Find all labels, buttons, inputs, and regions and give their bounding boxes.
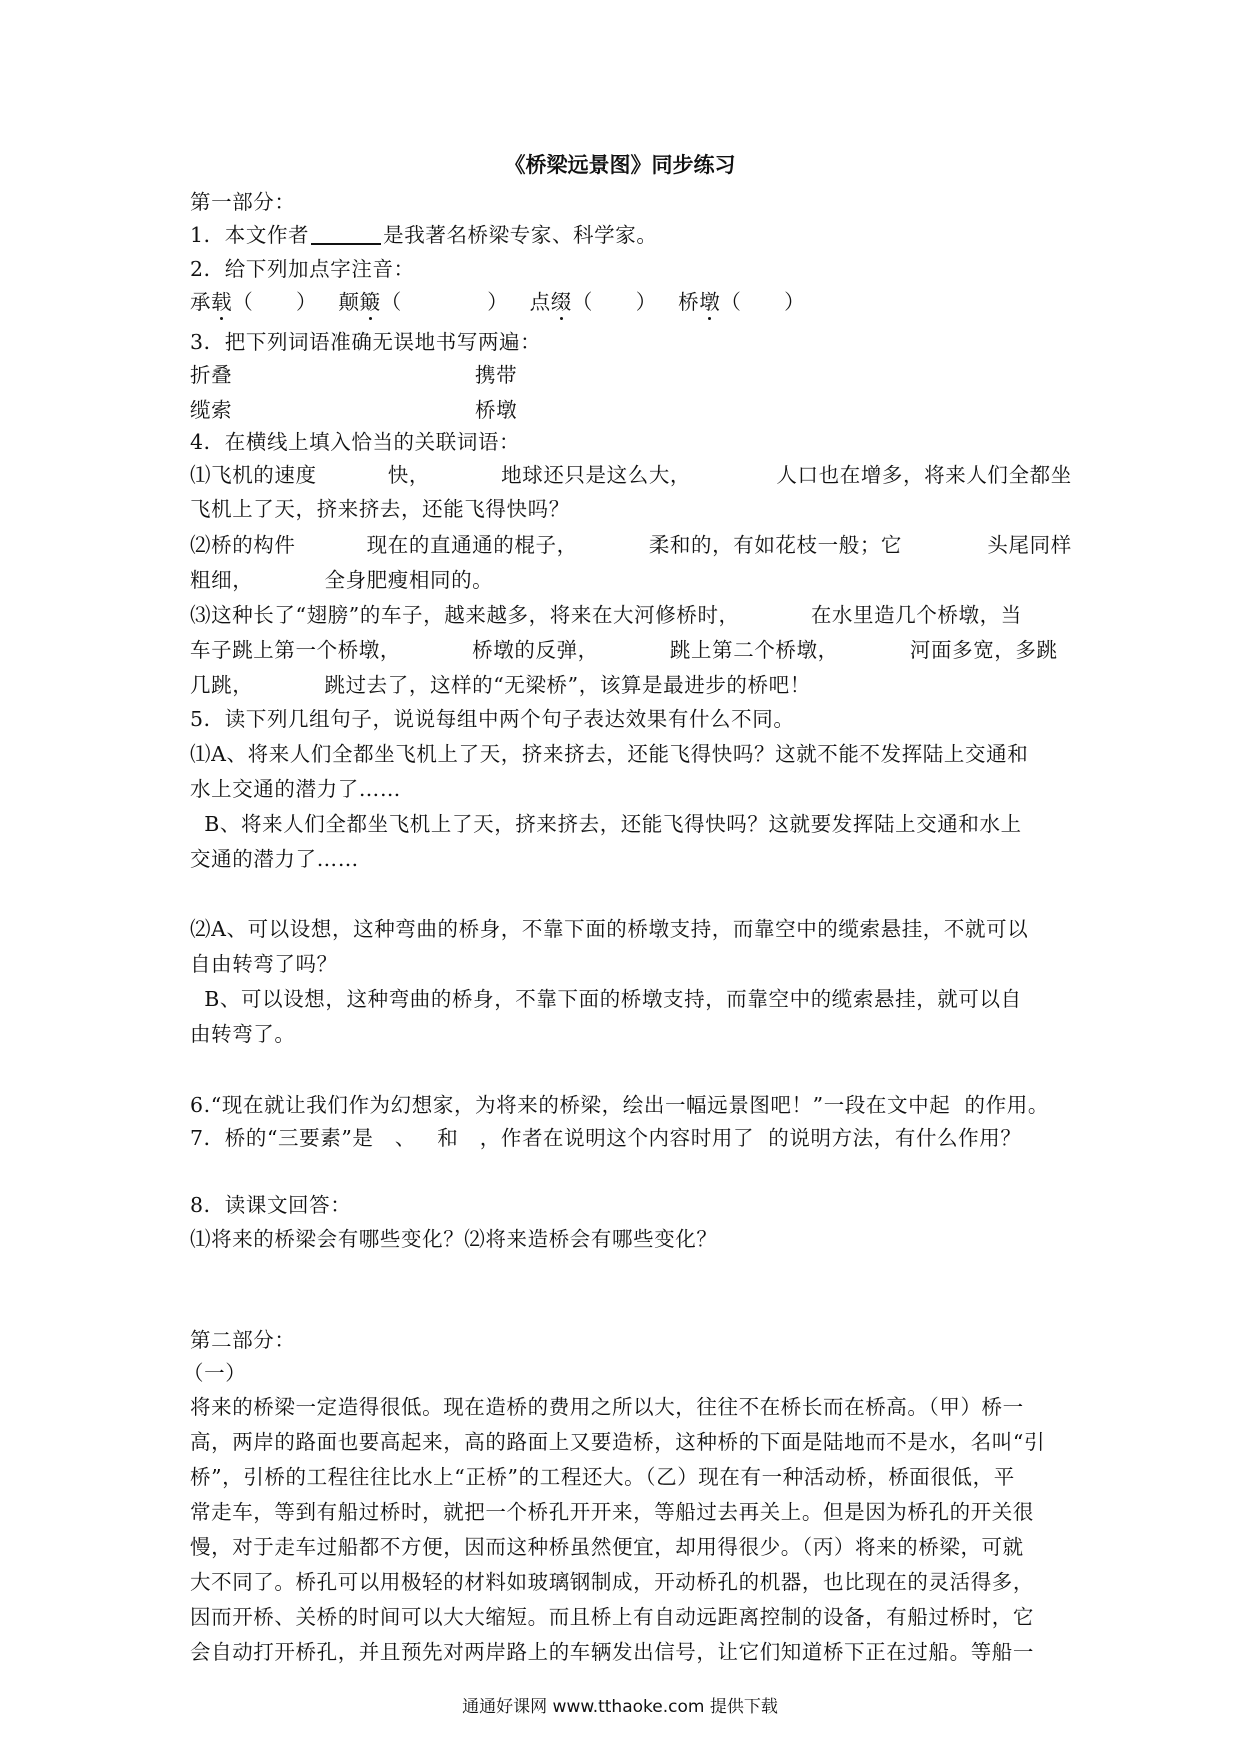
- q4-line: 几跳， 跳过去了，这样的“无梁桥”，该算是最进步的桥吧！: [190, 673, 811, 697]
- passage-line: 桥”，引桥的工程往往比水上“正桥”的工程还大。（乙）现在有一种活动桥，桥面很低，平: [190, 1465, 1015, 1489]
- passage-line: 因而开桥、关桥的时间可以大大缩短。而且桥上有自动远距离控制的设备，有船过桥时，它: [190, 1605, 1034, 1629]
- pinyin-items: [190, 289, 805, 315]
- vocab-word: 桥墩: [475, 398, 518, 422]
- passage-line: 高，两岸的路面也要高起来，高的路面上又要造桥，这种桥的下面是陆地而不是水，名叫“引: [190, 1430, 1046, 1454]
- vocab-word: 折叠: [190, 363, 233, 387]
- question-4: 4．在横线上填入恰当的关联词语：: [190, 430, 521, 454]
- passage-line: 常走车，等到有船过桥时，就把一个桥孔开开来，等船过去再关上。但是因为桥孔的开关很: [190, 1500, 1034, 1524]
- question-3: 3．把下列词语准确无误地书写两遍：: [190, 330, 542, 354]
- question-6: 6.“现在就让我们作为幻想家，为将来的桥梁，绘出一幅远景图吧！”一段在文中起 的作用。: [190, 1093, 1049, 1117]
- question-8-sub: ⑴将来的桥梁会有哪些变化？⑵将来造桥会有哪些变化？: [190, 1227, 718, 1251]
- question-5: 5．读下列几组句子，说说每组中两个句子表达效果有什么不同。: [190, 707, 795, 731]
- part2-heading: 第二部分：: [190, 1328, 296, 1352]
- q5-line: 水上交通的潜力了……: [190, 777, 401, 801]
- vocab-word: 缆索: [190, 398, 233, 422]
- part1-heading: 第一部分：: [190, 190, 296, 214]
- question-7: 7．桥的“三要素”是 、 和 ，作者在说明这个内容时用了 的说明方法，有什么作用？: [190, 1126, 1022, 1150]
- q5-line: ⑵A、可以设想，这种弯曲的桥身，不靠下面的桥墩支持，而靠空中的缆索悬挂，不就可以: [190, 917, 1029, 941]
- part2-subheading: （一）: [183, 1361, 247, 1385]
- passage-line: 会自动打开桥孔，并且预先对两岸路上的车辆发出信号，让它们知道桥下正在过船。等船一: [190, 1640, 1034, 1664]
- pinyin-item: 承载（ ）: [190, 290, 318, 314]
- q5-line: B、可以设想，这种弯曲的桥身，不靠下面的桥墩支持，而靠空中的缆索悬挂，就可以自: [190, 987, 1022, 1011]
- q4-line: ⑵桥的构件 现在的直通通的棍子， 柔和的，有如花枝一般；它 头尾同样: [190, 533, 1072, 557]
- q4-line: 车子跳上第一个桥墩， 桥墩的反弹， 跳上第二个桥墩， 河面多宽，多跳: [190, 638, 1058, 662]
- q5-line: 由转弯了。: [190, 1022, 296, 1046]
- passage-line: 慢，对于走车过船都不方便，因而这种桥虽然便宜，却用得很少。（丙）将来的桥梁，可就: [190, 1535, 1024, 1559]
- question-2: 2．给下列加点字注音：: [190, 257, 415, 281]
- question-1-prefix: 1．本文作者: [190, 223, 310, 247]
- passage-line: 大不同了。桥孔可以用极轻的材料如玻璃钢制成，开动桥孔的机器，也比现在的灵活得多，: [190, 1570, 1034, 1594]
- q4-line: ⑴飞机的速度 快， 地球还只是这么大， 人口也在增多，将来人们全都坐: [190, 463, 1072, 487]
- question-1-suffix: 是我著名桥梁专家、科学家。: [383, 223, 658, 247]
- q4-line: 飞机上了天，挤来挤去，还能飞得快吗？: [190, 497, 570, 521]
- q5-line: 交通的潜力了……: [190, 847, 359, 871]
- q5-line: 自由转弯了吗？: [190, 952, 338, 976]
- pinyin-item: 点缀（ ）: [529, 290, 657, 314]
- vocab-word: 携带: [475, 363, 518, 387]
- pinyin-item: 颠簸（ ）: [338, 290, 509, 314]
- answer-blank: [311, 225, 381, 245]
- q4-line: ⑶这种长了“翅膀”的车子，越来越多，将来在大河修桥时， 在水里造几个桥墩，当: [190, 603, 1022, 627]
- q5-line: B、将来人们全都坐飞机上了天，挤来挤去，还能飞得快吗？这就要发挥陆上交通和水上: [190, 812, 1022, 836]
- q4-line: 粗细， 全身肥瘦相同的。: [190, 568, 494, 592]
- question-1: [190, 222, 657, 248]
- page-title: 《桥梁远景图》同步练习: [504, 152, 736, 177]
- passage-line: 将来的桥梁一定造得很低。现在造桥的费用之所以大，往往不在桥长而在桥高。（甲）桥一: [190, 1395, 1024, 1419]
- question-8: 8．读课文回答：: [190, 1193, 352, 1217]
- q5-line: ⑴A、将来人们全都坐飞机上了天，挤来挤去，还能飞得快吗？这就不能不发挥陆上交通和: [190, 742, 1029, 766]
- page-footer: 通通好课网 www.tthaoke.com 提供下载: [462, 1697, 778, 1717]
- pinyin-item: 桥墩（ ）: [678, 290, 806, 314]
